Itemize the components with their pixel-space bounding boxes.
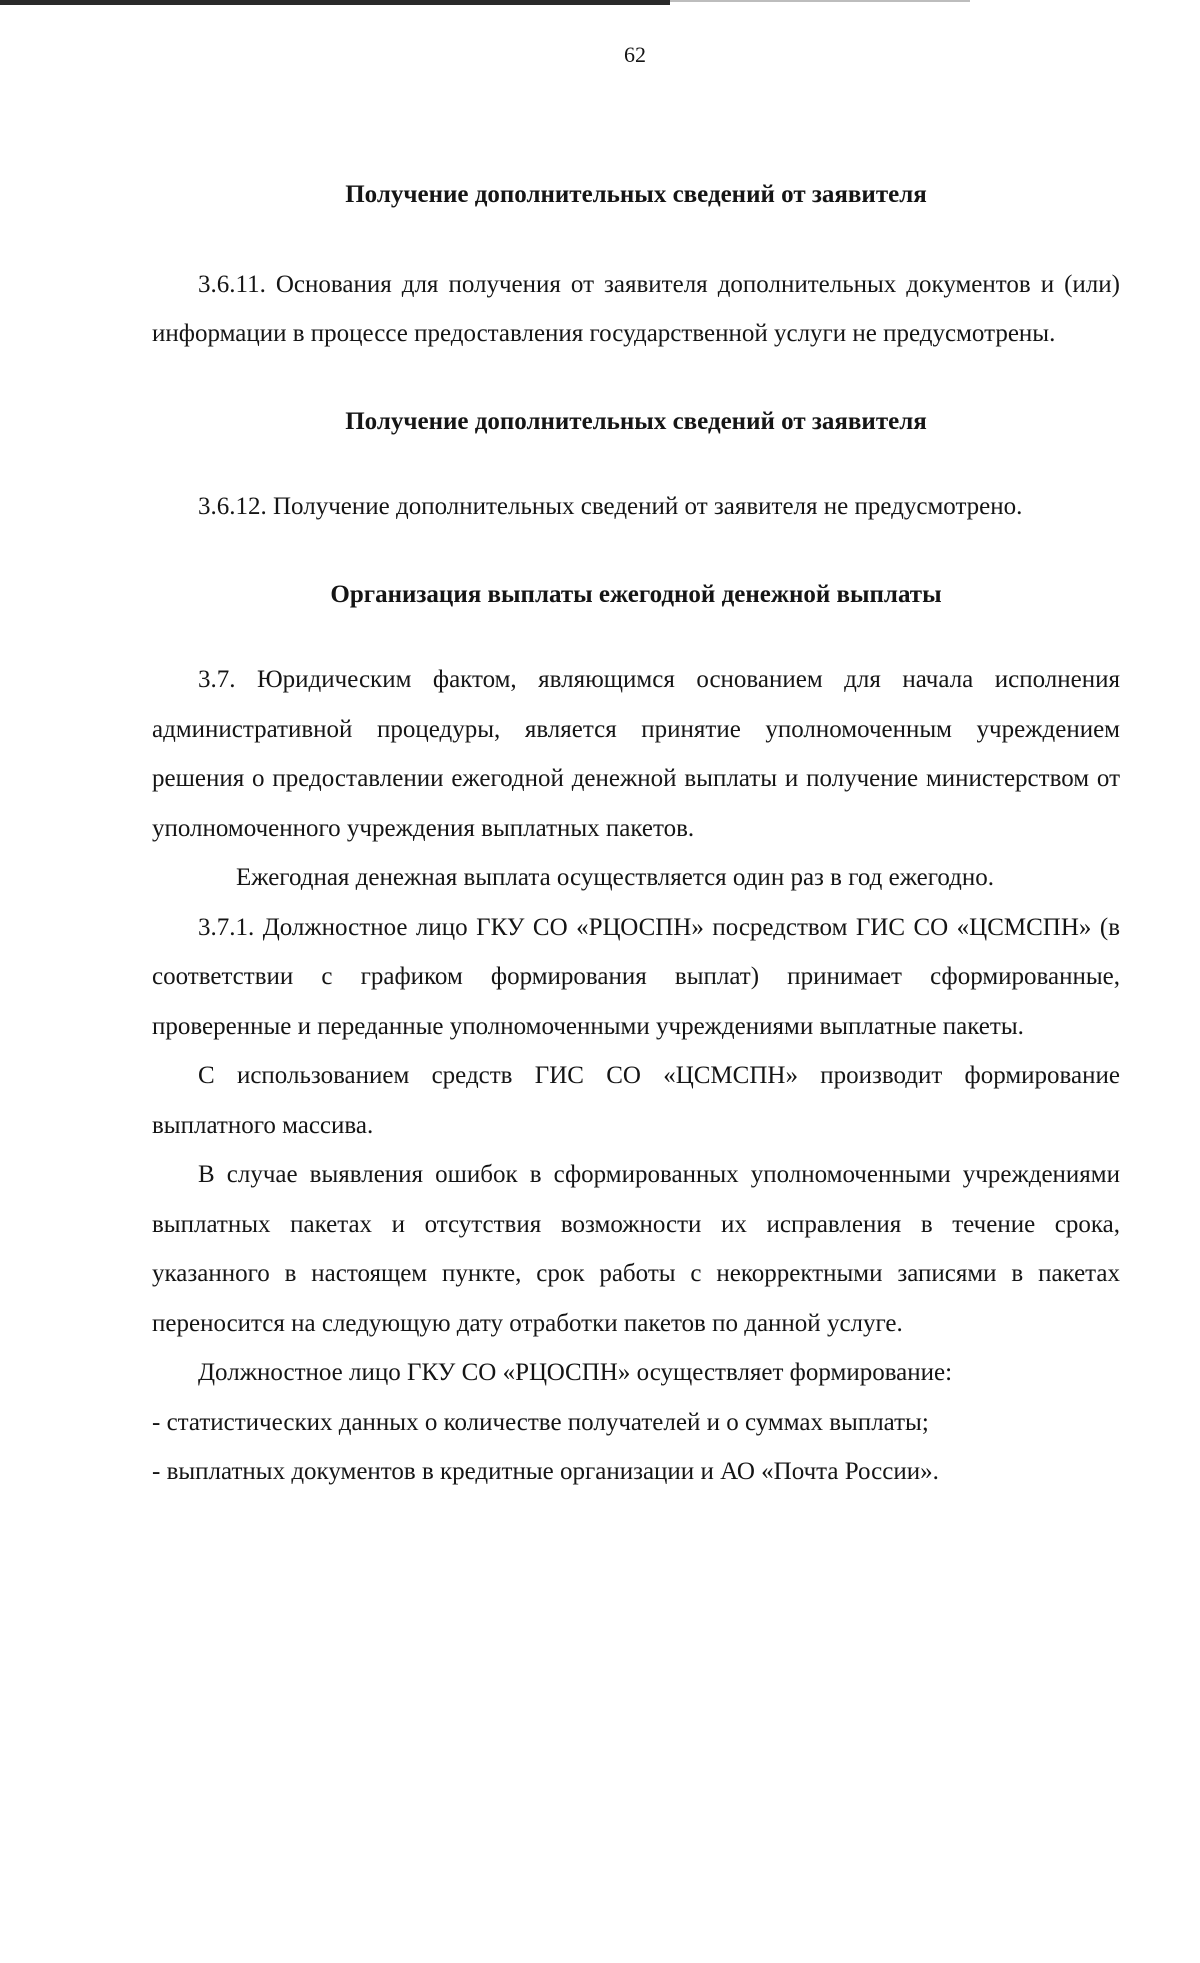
paragraph-3-7: 3.7. Юридическим фактом, являющимся основанием для начала исполнения административной процедуры, является принятие уполномоченным учреждением решения о предоставлении ежегодной денежной выплаты и получение министерством от уполномоченного учреждения выплатных пакетов.: [152, 666, 1120, 842]
scan-edge-line-faded: [670, 0, 970, 2]
paragraph-3-6-11: 3.6.11. Основания для получения от заявителя дополнительных документов и (или) информации в процессе предоставления государственной услуги не предусмотрены.: [152, 270, 1120, 347]
section-heading-annual-payment: Организация выплаты ежегодной денежной выплаты: [330, 580, 942, 608]
paragraph-official-forms: Должностное лицо ГКУ СО «РЦОСПН» осуществляет формирование:: [198, 1359, 953, 1386]
list-item-statistics: - статистических данных о количестве получателей и о суммах выплаты;: [152, 1408, 929, 1436]
page-number: 62: [624, 42, 646, 67]
list-item-payment-documents: - выплатных документов в кредитные организации и АО «Почта России».: [152, 1458, 939, 1485]
scan-edge-line: [0, 0, 670, 5]
paragraph-payment-array: С использованием средств ГИС СО «ЦСМСПН» производит формирование выплатного массива.: [152, 1062, 1120, 1139]
section-heading-additional-info-1: Получение дополнительных сведений от заявителя: [345, 181, 927, 208]
paragraph-3-6-12: 3.6.12. Получение дополнительных сведений от заявителя не предусмотрено.: [198, 493, 1023, 520]
paragraph-errors-handling: В случае выявления ошибок в сформированных уполномоченными учреждениями выплатных пакетах и отсутствия возможности их исправления в течение срока, указанного в настоящем пункте, срок работы с некорректными записями в пакетах переносится на следующую дату отработки пакетов по данной услуге.: [152, 1161, 1120, 1337]
paragraph-3-7-1: 3.7.1. Должностное лицо ГКУ СО «РЦОСПН» посредством ГИС СО «ЦСМСПН» (в соответствии с графиком формирования выплат) принимает сформированные, проверенные и переданные уполномоченными учреждениями выплатные пакеты.: [152, 913, 1120, 1040]
document-body: [152, 170, 1120, 1497]
section-heading-additional-info-2: Получение дополнительных сведений от заявителя: [345, 407, 927, 435]
paragraph-annual-payment-frequency: Ежегодная денежная выплата осуществляется один раз в год ежегодно.: [236, 864, 994, 891]
